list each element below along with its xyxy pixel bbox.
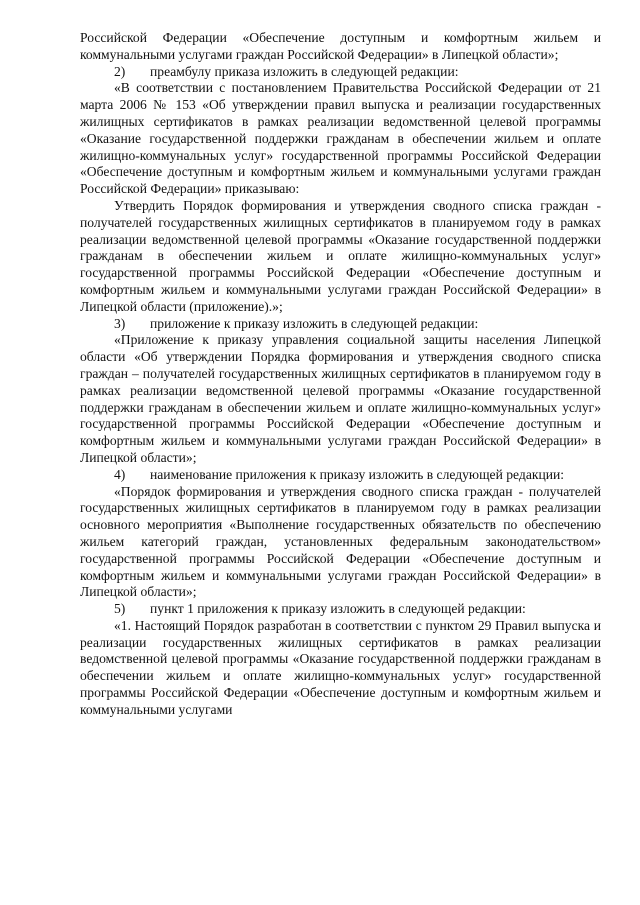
list-item-5: [80, 601, 601, 618]
paragraph-continuation: Российской Федерации «Обеспечение доступным и комфортным жильем и коммунальными услугами граждан Российской Федерации» в Липецкой области»;: [80, 30, 601, 62]
item-number: 2): [114, 63, 126, 79]
list-item-3: [80, 316, 601, 333]
item-number: 4): [114, 466, 126, 482]
item-text: наименование приложения к приказу изложить в следующей редакции:: [150, 466, 565, 482]
paragraph-point-1: «1. Настоящий Порядок разработан в соответствии с пунктом 29 Правил выпуска и реализации государственных жилищных сертификатов в рамках реализации ведомственной целевой программы «Оказание государственной поддержки гражданам в обеспечении жильем и оплате жилищно-коммунальных услуг» государственной программы Российской Федерации «Обеспечение доступным и комфортным жильем и коммунальными услугами: [80, 617, 601, 717]
item-text: приложение к приказу изложить в следующей редакции:: [150, 315, 479, 331]
paragraph-appendix: «Приложение к приказу управления социальной защиты населения Липецкой области «Об утверждении Порядка формирования и утверждения сводного списка граждан – получателей государственных жилищных сертификатов в планируемом году в рамках реализации ведомственной целевой программы «Оказание государственной поддержки гражданам в обеспечении жильем и оплате жилищно-коммунальных услуг» государственной программы Российской Федерации «Обеспечение доступным и комфортным жильем и коммунальными услугами граждан Российской Федерации» в Липецкой области»;: [80, 332, 601, 465]
document-page: [80, 30, 601, 719]
item-text: преамбулу приказа изложить в следующей редакции:: [150, 63, 459, 79]
paragraph-approve: Утвердить Порядок формирования и утверждения сводного списка граждан - получателей государственных жилищных сертификатов в планируемом году в рамках реализации ведомственной целевой программы «Оказание государственной поддержки гражданам в обеспечении жильем и оплате жилищно-коммунальных услуг» государственной программы Российской Федерации «Обеспечение доступным и комфортным жильем и коммунальными услугами граждан Российской Федерации» в Липецкой области (приложение).»;: [80, 197, 601, 314]
paragraph-preamble: «В соответствии с постановлением Правительства Российской Федерации от 21 марта 2006 № 153 «Об утверждении правил выпуска и реализации государственных жилищных сертификатов в рамках реализации ведомственной целевой программы «Оказание государственной поддержки гражданам в обеспечении жильем и оплате жилищно-коммунальных услуг» государственной программы Российской Федерации «Обеспечение доступным и комфортным жильем и коммунальными услугами граждан Российской Федерации» приказываю:: [80, 80, 601, 197]
paragraph-procedure-title: «Порядок формирования и утверждения сводного списка граждан - получателей государственных жилищных сертификатов в планируемом году в рамках реализации основного мероприятия «Выполнение государственных обязательств по обеспечению жильем категорий граждан, установленных федеральным законодательством» государственной программы Российской Федерации «Обеспечение доступным и комфортным жильем и коммунальными услугами граждан Российской Федерации» в Липецкой области»;: [80, 483, 601, 600]
list-item-2: [80, 64, 601, 81]
item-text: пункт 1 приложения к приказу изложить в следующей редакции:: [150, 601, 526, 617]
item-number: 3): [114, 315, 126, 331]
item-number: 5): [114, 601, 126, 617]
list-item-4: [80, 467, 601, 484]
